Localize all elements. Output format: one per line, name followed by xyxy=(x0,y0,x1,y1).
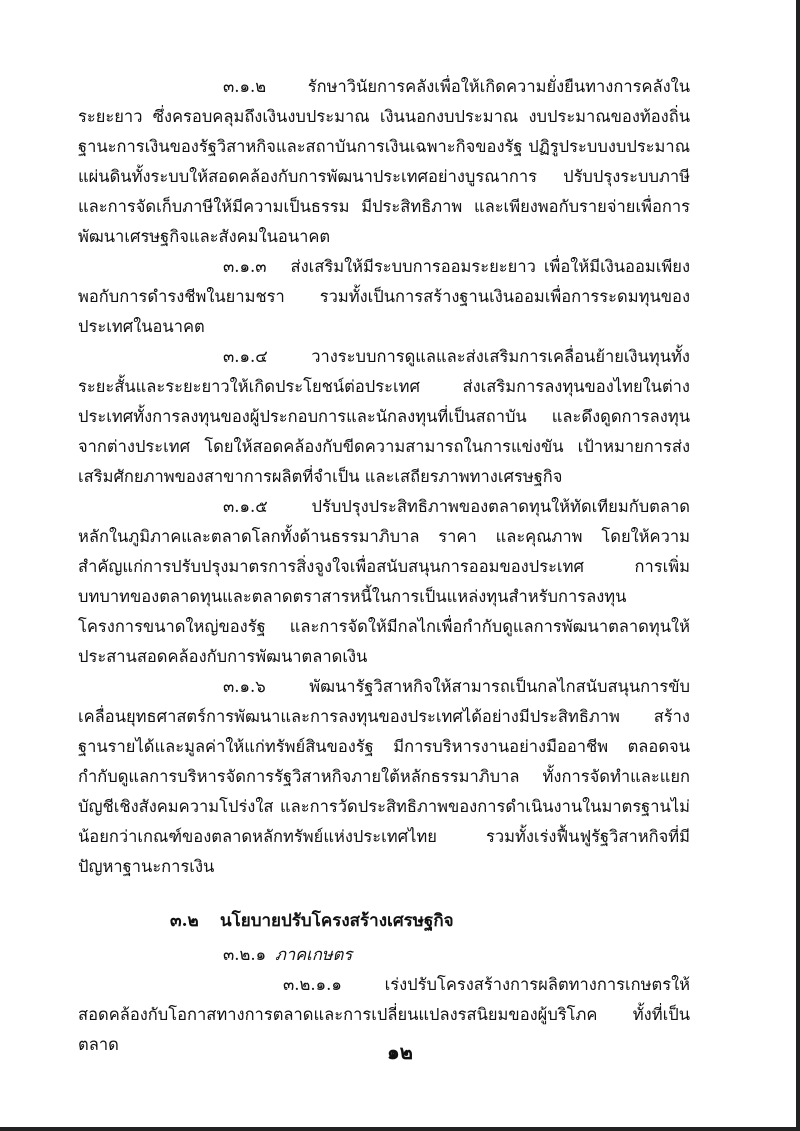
paragraph-3-1-5 xyxy=(78,492,690,672)
page-edge-bottom xyxy=(0,1127,800,1131)
subsection-heading xyxy=(78,940,690,970)
paragraph-3-1-3 xyxy=(78,252,690,342)
paragraph-number: ๓.๑.๖ xyxy=(223,677,266,696)
section-heading xyxy=(78,906,690,936)
section-title: นโยบายปรับโครงสร้างเศรษฐกิจ xyxy=(220,911,454,931)
paragraph-number: ๓.๒.๑.๑ xyxy=(283,975,342,994)
page-number: ๑๒ xyxy=(387,1040,413,1064)
paragraph-text: พัฒนารัฐวิสาหกิจให้สามารถเป็นกลไกสนับสนุนการขับเคลื่อนยุทธศาสตร์การพัฒนาและการลงทุนของประเทศได้อย่างมีประสิทธิภาพ สร้างฐานรายได้และมูลค่าให้แก่ทรัพย์สินของรัฐ มีการบริหารงานอย่างมืออาชีพ ตลอดจนกำกับดูแลการบริหารจัดการรัฐวิสาหกิจภายใต้หลักธรรมาภิบาล ทั้งการจัดทำและแยกบัญชีเชิงสังคมความโปร่งใส และการวัดประสิทธิภาพของการดำเนินงานในมาตรฐานไม่น้อยกว่าเกณฑ์ของตลาดหลักทรัพย์แห่งประเทศไทย รวมทั้งเร่งฟื้นฟูรัฐวิสาหกิจที่มีปัญหาฐานะการเงิน xyxy=(78,677,690,876)
paragraph-text: ปรับปรุงประสิทธิภาพของตลาดทุนให้ทัดเทียมกับตลาดหลักในภูมิภาคและตลาดโลกทั้งด้านธรรมาภิบาล ราคา และคุณภาพ โดยให้ความสำคัญแก่การปรับปรุงมาตรการสิ่งจูงใจเพื่อสนับสนุนการออมของประเทศ การเพิ่มบทบาทของตลาดทุนและตลาดตราสารหนี้ในการเป็นแหล่งทุนสำหรับการลงทุนโครงการขนาดใหญ่ของรัฐ และการจัดให้มีกลไกเพื่อกำกับดูแลการพัฒนาตลาดทุนให้ประสานสอดคล้องกับการพัฒนาตลาดเงิน xyxy=(78,497,690,666)
paragraph-number: ๓.๑.๔ xyxy=(223,347,268,366)
paragraph-number: ๓.๑.๒ xyxy=(223,77,267,96)
subsection-title: ภาคเกษตร xyxy=(275,945,353,964)
paragraph-number: ๓.๑.๕ xyxy=(223,497,268,516)
paragraph-text: วางระบบการดูแลและส่งเสริมการเคลื่อนย้ายเงินทุนทั้งระยะสั้นและระยะยาวให้เกิดประโยชน์ต่อประเทศ ส่งเสริมการลงทุนของไทยในต่างประเทศทั้งการลงทุนของผู้ประกอบการและนักลงทุนที่เป็นสถาบัน และดึงดูดการลงทุนจากต่างประเทศ โดยให้สอดคล้องกับขีดความสามารถในการแข่งขัน เป้าหมายการส่งเสริมศักยภาพของสาขาการผลิตที่จำเป็น และเสถียรภาพทางเศรษฐกิจ xyxy=(78,347,690,486)
paragraph-3-1-6 xyxy=(78,672,690,882)
page-edge-right xyxy=(796,0,800,1131)
paragraph-number: ๓.๑.๓ xyxy=(223,257,267,276)
paragraph-text: ส่งเสริมให้มีระบบการออมระยะยาว เพื่อให้มีเงินออมเพียงพอกับการดำรงชีพในยามชรา รวมทั้งเป็นการสร้างฐานเงินออมเพื่อการระดมทุนของประเทศในอนาคต xyxy=(78,257,690,336)
document-body xyxy=(78,72,690,1060)
subsection-number: ๓.๒.๑ xyxy=(223,945,267,964)
paragraph-text: เร่งปรับโครงสร้างการผลิตทางการเกษตรให้สอดคล้องกับโอกาสทางการตลาดและการเปลี่ยนแปลงรสนิยมของผู้บริโภค ทั้งที่เป็นตลาด xyxy=(78,975,690,1054)
paragraph-3-1-4 xyxy=(78,342,690,492)
paragraph-3-1-2 xyxy=(78,72,690,252)
paragraph-text: รักษาวินัยการคลังเพื่อให้เกิดความยั่งยืนทางการคลังในระยะยาว ซึ่งครอบคลุมถึงเงินงบประมาณ เงินนอกงบประมาณ งบประมาณของท้องถิ่น ฐานะการเงินของรัฐวิสาหกิจและสถาบันการเงินเฉพาะกิจของรัฐ ปฏิรูประบบงบประมาณแผ่นดินทั้งระบบให้สอดคล้องกับการพัฒนาประเทศอย่างบูรณาการ ปรับปรุงระบบภาษีและการจัดเก็บภาษีให้มีความเป็นธรรม มีประสิทธิภาพ และเพียงพอกับรายจ่ายเพื่อการพัฒนาเศรษฐกิจและสังคมในอนาคต xyxy=(78,77,690,246)
section-number: ๓.๒ xyxy=(170,911,199,931)
